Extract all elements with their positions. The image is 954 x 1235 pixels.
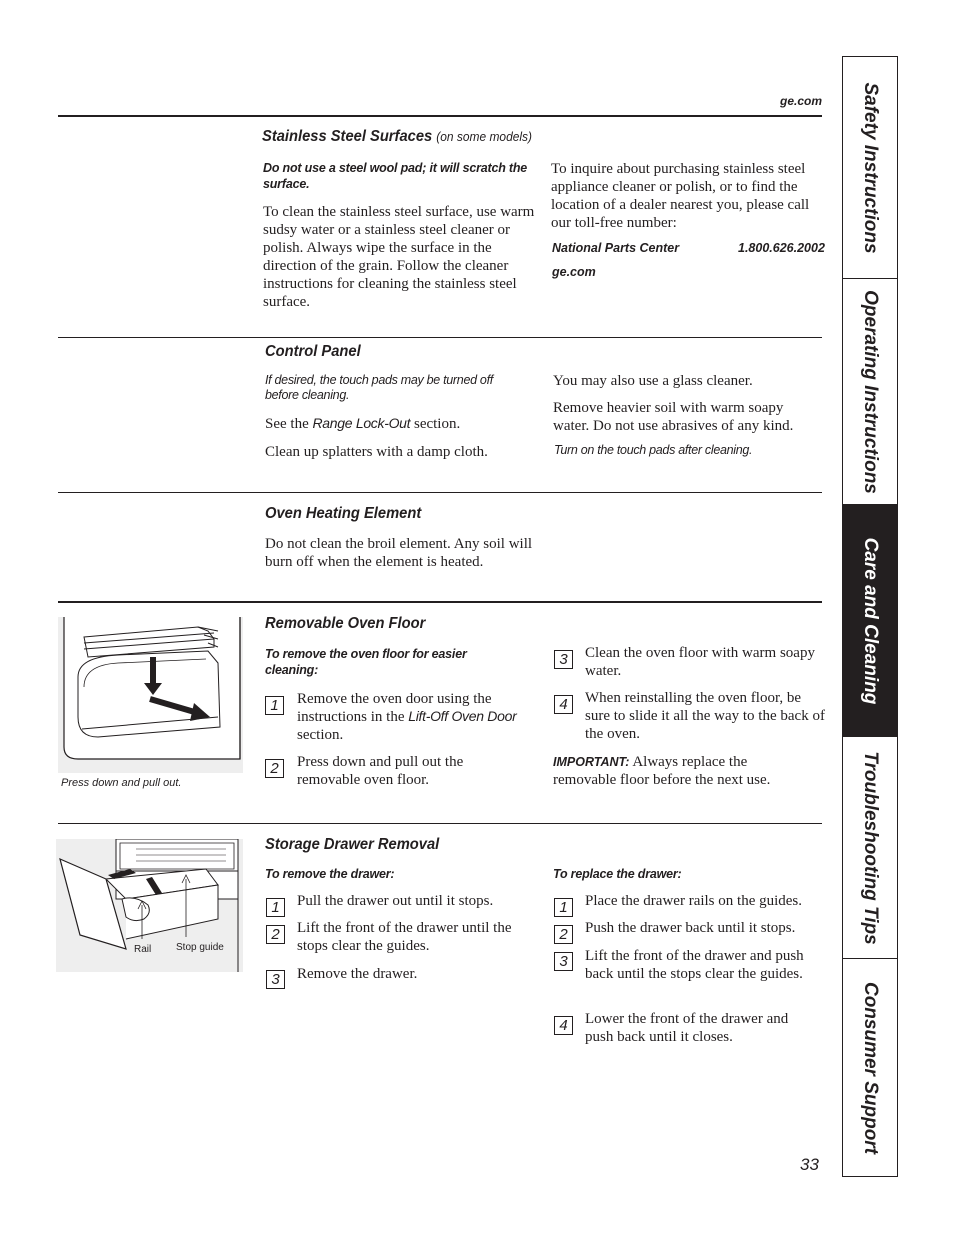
floor-title: Removable Oven Floor bbox=[265, 615, 426, 632]
section-divider bbox=[58, 337, 822, 338]
title-note: (on some models) bbox=[436, 129, 533, 144]
drawer-remove-sub: To remove the drawer: bbox=[265, 867, 395, 881]
parts-center-name: National Parts Center bbox=[552, 241, 680, 255]
top-rule bbox=[58, 115, 822, 117]
control-panel-see: See the Range Lock-Out section. bbox=[265, 415, 461, 432]
stainless-body: To clean the stainless steel surface, use warm sudsy water or a stainless steel cleaner or polish. Always wipe the surface in the direction of the grain. Follow the cleaner instructions for cleaning the stainless steel surface. bbox=[263, 204, 535, 310]
step-number: 3 bbox=[554, 952, 573, 971]
lift-off-door-link[interactable]: Lift-Off Oven Door bbox=[408, 708, 517, 724]
step-number: 1 bbox=[265, 696, 284, 715]
step-number: 2 bbox=[266, 925, 285, 944]
floor-step-3: Clean the oven floor with warm soapy water. bbox=[585, 645, 815, 679]
section-stainless bbox=[262, 128, 555, 146]
rail-label: Rail bbox=[134, 944, 152, 955]
section-title: Stainless Steel Surfaces (on some models) bbox=[262, 128, 533, 145]
range-lockout-link[interactable]: Range Lock-Out bbox=[312, 415, 411, 431]
page-number: 33 bbox=[800, 1155, 819, 1174]
tab-care-and-cleaning[interactable]: Care and Cleaning bbox=[843, 505, 897, 737]
replace-step-1: Place the drawer rails on the guides. bbox=[585, 893, 803, 909]
step-number: 2 bbox=[554, 925, 573, 944]
stainless-inquire: To inquire about purchasing stainless steel appliance cleaner or polish, or to find the location of a dealer nearest you, please call our toll-free number: bbox=[551, 161, 810, 231]
floor-step-1: Remove the oven door using the instructions in the Lift-Off Oven Door section. bbox=[297, 691, 517, 743]
stainless-warning: Do not use a steel wool pad; it will scratch the surface. bbox=[263, 161, 528, 191]
heating-title: Oven Heating Element bbox=[265, 505, 422, 522]
floor-step-4: When reinstalling the oven floor, be sure to slide it all the way to the back of the oven. bbox=[585, 690, 825, 742]
tab-operating-instructions[interactable]: Operating Instructions bbox=[843, 279, 897, 505]
control-panel-heavier: Remove heavier soil with warm soapy water. Do not use abrasives of any kind. bbox=[553, 400, 794, 434]
floor-sub: To remove the oven floor for easier cleaning: bbox=[265, 647, 467, 677]
section-divider bbox=[58, 601, 822, 603]
drawer-title: Storage Drawer Removal bbox=[265, 836, 440, 853]
step-number: 4 bbox=[554, 695, 573, 714]
floor-step-2: Press down and pull out the removable oven floor. bbox=[297, 754, 464, 788]
step-number: 4 bbox=[554, 1016, 573, 1035]
remove-step-1: Pull the drawer out until it stops. bbox=[297, 893, 494, 909]
step-number: 1 bbox=[554, 898, 573, 917]
replace-step-4: Lower the front of the drawer and push back until it closes. bbox=[585, 1011, 789, 1045]
tab-troubleshooting-tips[interactable]: Troubleshooting Tips bbox=[843, 737, 897, 959]
section-divider bbox=[58, 492, 822, 493]
step-number: 3 bbox=[554, 650, 573, 669]
section-divider bbox=[58, 823, 822, 824]
parts-center-web[interactable]: ge.com bbox=[552, 265, 596, 279]
stop-guide-label: Stop guide bbox=[176, 942, 224, 953]
oven-floor-illustration bbox=[58, 617, 243, 773]
control-panel-turn-on: Turn on the touch pads after cleaning. bbox=[554, 443, 753, 457]
heating-body: Do not clean the broil element. Any soil will burn off when the element is heated. bbox=[265, 536, 533, 570]
control-panel-title: Control Panel bbox=[265, 343, 361, 360]
step-number: 1 bbox=[266, 898, 285, 917]
remove-step-3: Remove the drawer. bbox=[297, 966, 418, 982]
control-panel-glass: You may also use a glass cleaner. bbox=[553, 373, 753, 389]
floor-important: IMPORTANT: Always replace the removable floor before the next use. bbox=[553, 754, 771, 788]
tab-consumer-support[interactable]: Consumer Support bbox=[860, 981, 881, 1154]
site-url: ge.com bbox=[779, 94, 822, 108]
side-tabs bbox=[842, 56, 898, 1177]
step-number: 3 bbox=[266, 970, 285, 989]
tab-safety-instructions[interactable]: Safety Instructions bbox=[843, 57, 897, 279]
oven-floor-caption: Press down and pull out. bbox=[61, 777, 182, 789]
drawer-figure bbox=[56, 839, 243, 972]
oven-floor-figure bbox=[58, 617, 243, 773]
control-panel-splatters: Clean up splatters with a damp cloth. bbox=[265, 444, 488, 460]
step-number: 2 bbox=[265, 759, 284, 778]
drawer-replace-sub: To replace the drawer: bbox=[553, 867, 682, 881]
remove-step-2: Lift the front of the drawer until the stops clear the guides. bbox=[297, 920, 512, 954]
important-label: IMPORTANT: bbox=[553, 755, 630, 769]
replace-step-2: Push the drawer back until it stops. bbox=[585, 920, 796, 936]
parts-center-phone[interactable]: 1.800.626.2002 bbox=[738, 241, 825, 255]
replace-step-3: Lift the front of the drawer and push back until the stops clear the guides. bbox=[585, 948, 804, 982]
control-panel-note: If desired, the touch pads may be turned off before cleaning. bbox=[265, 373, 493, 402]
